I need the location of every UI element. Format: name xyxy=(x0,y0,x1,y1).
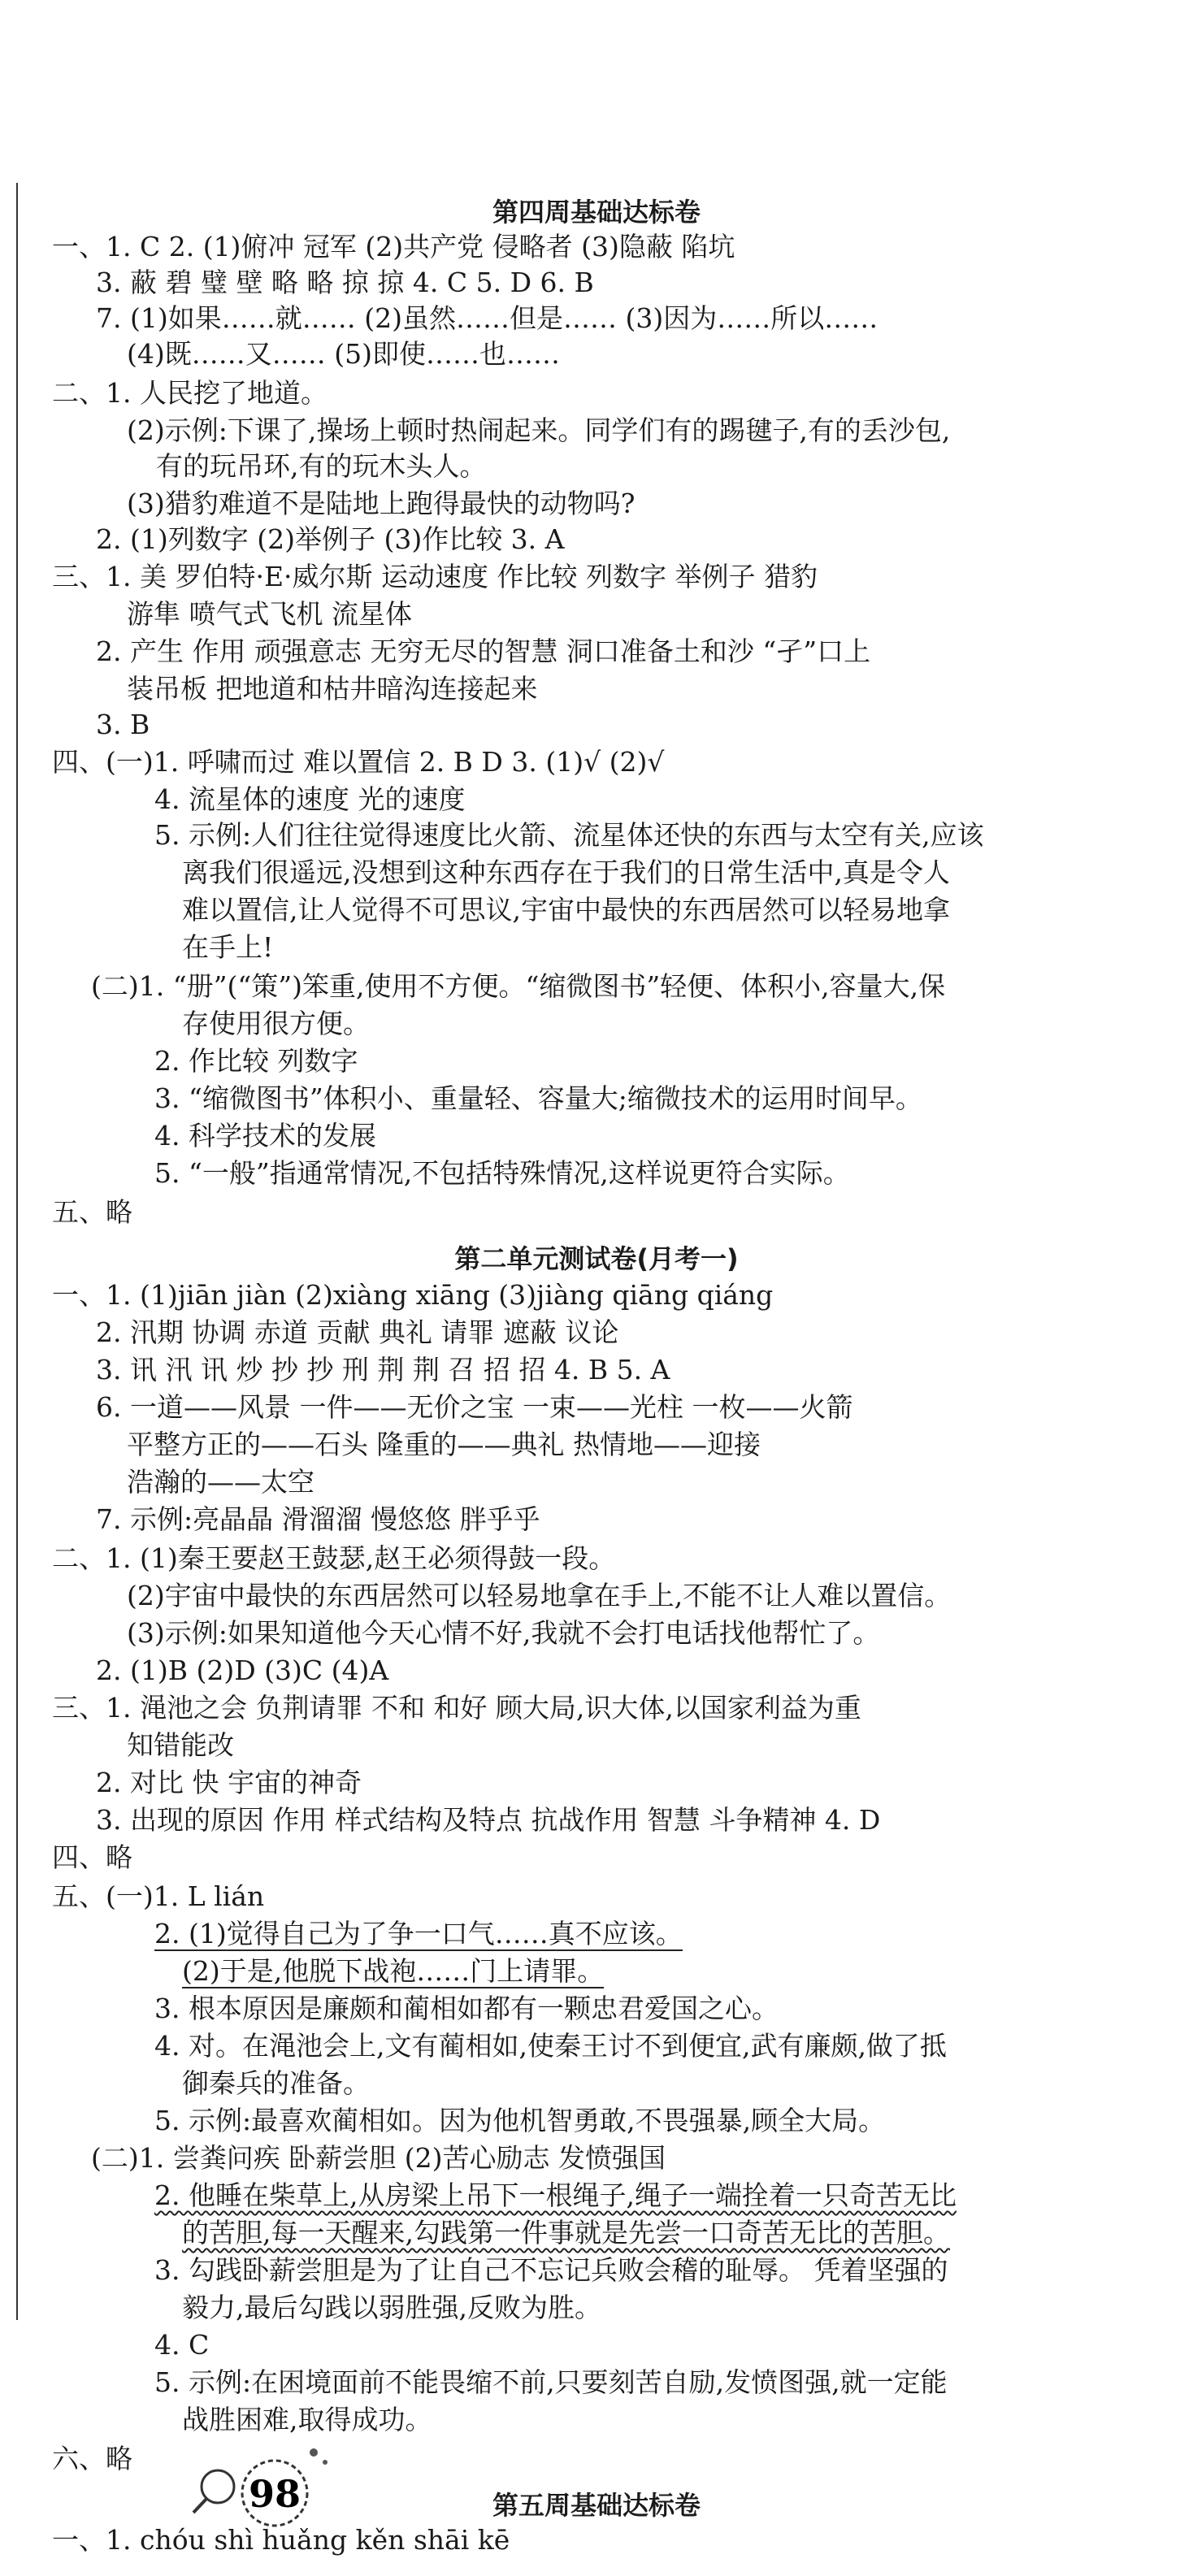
answer-line: 4. 流星体的速度 光的速度 xyxy=(154,783,466,815)
answer-line: 在手上! xyxy=(182,931,274,963)
answer-line: 五、(一)1. L lián xyxy=(52,1880,265,1912)
answer-line: 3. 勾践卧薪尝胆是为了让自己不忘记兵败会稽的耻辱。 凭着坚强的 xyxy=(154,2254,948,2286)
magnifier-handle xyxy=(193,2499,206,2513)
wavy-underlined-sentence: 的苦胆,每一天醒来,勾践第一件事就是先尝一口奇苦无比的苦胆。 xyxy=(182,2217,950,2249)
answer-line: (2)宇宙中最快的东西居然可以轻易地拿在手上,不能不让人难以置信。 xyxy=(127,1580,952,1611)
answer-line: 4. C xyxy=(154,2329,210,2361)
answer-line: 4. 对。在渑池会上,文有蔺相如,使秦王讨不到便宜,武有廉颇,做了抵 xyxy=(154,2030,947,2062)
answer-line: 2. 产生 作用 顽强意志 无穷无尽的智慧 洞口准备土和沙 “孑”口上 xyxy=(96,635,871,667)
magnifier-icon xyxy=(202,2470,234,2503)
answer-line: 2. (1)列数字 (2)举例子 (3)作比较 3. A xyxy=(96,523,565,555)
answer-line: 四、(一)1. 呼啸而过 难以置信 2. B D 3. (1)√ (2)√ xyxy=(52,746,665,778)
answer-line: (4)既……又…… (5)即使……也…… xyxy=(127,338,560,370)
answer-line: 3. 根本原因是廉颇和蔺相如都有一颗忠君爱国之心。 xyxy=(154,1993,779,2024)
answer-line: (3)示例:如果知道他今天心情不好,我就不会打电话找他帮忙了。 xyxy=(127,1617,880,1649)
answer-line: 3. B xyxy=(96,709,150,740)
answer-line: 5. 示例:最喜欢蔺相如。因为他机智勇敢,不畏强暴,顾全大局。 xyxy=(154,2105,886,2136)
answer-line: 离我们很遥远,没想到这种东西存在于我们的日常生活中,真是令人 xyxy=(182,856,950,888)
section-title-unit2: 第二单元测试卷(月考一) xyxy=(454,1243,739,1274)
answer-line xyxy=(182,2215,950,2251)
answer-line: 二、1. 人民挖了地道。 xyxy=(52,377,328,409)
answer-line: 2. 汛期 协调 赤道 贡献 典礼 请罪 遮蔽 议论 xyxy=(96,1316,619,1348)
answer-line: 存使用很方便。 xyxy=(182,1008,370,1039)
answer-line: 御秦兵的准备。 xyxy=(182,2067,370,2099)
answer-line: 一、1. (1)jiān jiàn (2)xiàng xiāng (3)jiàng qiāng qiáng xyxy=(52,1279,774,1311)
answer-line: 五、略 xyxy=(52,1196,132,1228)
answer-line: 4. 科学技术的发展 xyxy=(154,1120,376,1151)
decor-dot xyxy=(310,2448,318,2457)
page-number: 98 xyxy=(248,2472,302,2516)
answer-line: 7. (1)如果……就…… (2)虽然……但是…… (3)因为……所以…… xyxy=(96,302,878,334)
wavy-underlined-sentence: 2. 他睡在柴草上,从房梁上吊下一根绳子,绳子一端拴着一只奇苦无比 xyxy=(154,2179,957,2211)
answer-line: 难以置信,让人觉得不可思议,宇宙中最快的东西居然可以轻易地拿 xyxy=(182,894,950,926)
answer-line xyxy=(154,1916,683,1952)
answer-line: (2)示例:下课了,操场上顿时热闹起来。同学们有的踢毽子,有的丢沙包, xyxy=(127,414,951,446)
answer-line: 战胜困难,取得成功。 xyxy=(182,2404,432,2435)
answer-line: 平整方正的——石头 隆重的——典礼 热情地——迎接 xyxy=(127,1429,761,1460)
answer-line: 5. 示例:在困境面前不能畏缩不前,只要刻苦自励,发愤图强,就一定能 xyxy=(154,2366,948,2398)
answer-line: 知错能改 xyxy=(127,1729,234,1761)
answer-line: 3. 蔽 碧 璧 壁 略 略 掠 掠 4. C 5. D 6. B xyxy=(96,267,594,298)
page-number-badge xyxy=(185,2430,340,2552)
decor-dot xyxy=(323,2460,328,2465)
answer-line: 一、1. C 2. (1)俯冲 冠军 (2)共产党 侵略者 (3)隐蔽 陷坑 xyxy=(52,231,735,262)
answer-line: 2. 作比较 列数字 xyxy=(154,1045,358,1077)
underlined-sentence: (2)于是,他脱下战袍……门上请罪。 xyxy=(182,1955,605,1987)
answer-line: 浩瀚的——太空 xyxy=(127,1466,315,1498)
answer-line: (3)猎豹难道不是陆地上跑得最快的动物吗? xyxy=(127,488,636,519)
answer-line: 5. “一般”指通常情况,不包括特殊情况,这样说更符合实际。 xyxy=(154,1157,850,1189)
answer-line: 三、1. 美 罗伯特·E·威尔斯 运动速度 作比较 列数字 举例子 猎豹 xyxy=(52,561,818,592)
answer-line: 有的玩吊环,有的玩木头人。 xyxy=(156,450,487,482)
answer-line: (二)1. “册”(“策”)笨重,使用不方便。“缩微图书”轻便、体积小,容量大,保 xyxy=(91,970,946,1002)
answer-line: 二、1. (1)秦王要赵王鼓瑟,赵王必须得鼓一段。 xyxy=(52,1542,616,1574)
answer-line: 四、略 xyxy=(52,1841,132,1873)
answer-line: 一、1. chóu shì huǎng kěn shāi kē xyxy=(52,2524,510,2556)
answer-line: 六、略 xyxy=(52,2443,132,2474)
answer-line: 3. 出现的原因 作用 样式结构及特点 抗战作用 智慧 斗争精神 4. D xyxy=(96,1804,881,1836)
answer-line: 7. 示例:亮晶晶 滑溜溜 慢悠悠 胖乎乎 xyxy=(96,1503,540,1535)
answer-line: 装吊板 把地道和枯井暗沟连接起来 xyxy=(127,673,538,705)
answer-line: 3. “缩微图书”体积小、重量轻、容量大;缩微技术的运用时间早。 xyxy=(154,1082,922,1114)
answer-line xyxy=(182,1954,604,1989)
section-title-week5: 第五周基础达标卷 xyxy=(492,2490,701,2521)
section-title-week4: 第四周基础达标卷 xyxy=(492,197,701,228)
answer-line: (二)1. 尝粪问疾 卧薪尝胆 (2)苦心励志 发愤强国 xyxy=(91,2142,666,2174)
answer-line: 毅力,最后勾践以弱胜强,反败为胜。 xyxy=(182,2292,601,2323)
answer-line: 2. 对比 快 宇宙的神奇 xyxy=(96,1767,362,1798)
answer-line: 三、1. 渑池之会 负荆请罪 不和 和好 顾大局,识大体,以国家利益为重 xyxy=(52,1692,861,1724)
answer-line: 游隼 喷气式飞机 流星体 xyxy=(127,598,412,630)
answer-line: 5. 示例:人们往往觉得速度比火箭、流星体还快的东西与太空有关,应该 xyxy=(154,819,984,851)
answer-line: 2. (1)B (2)D (3)C (4)A xyxy=(96,1654,389,1686)
answer-line xyxy=(154,2178,957,2214)
answer-line: 6. 一道——风景 一件——无价之宝 一束——光柱 一枚——火箭 xyxy=(96,1391,853,1423)
answer-line: 3. 讯 汛 讯 炒 抄 抄 刑 荆 荆 召 招 招 4. B 5. A xyxy=(96,1354,670,1386)
underlined-sentence: 2. (1)觉得自己为了争一口气……真不应该。 xyxy=(154,1918,683,1949)
